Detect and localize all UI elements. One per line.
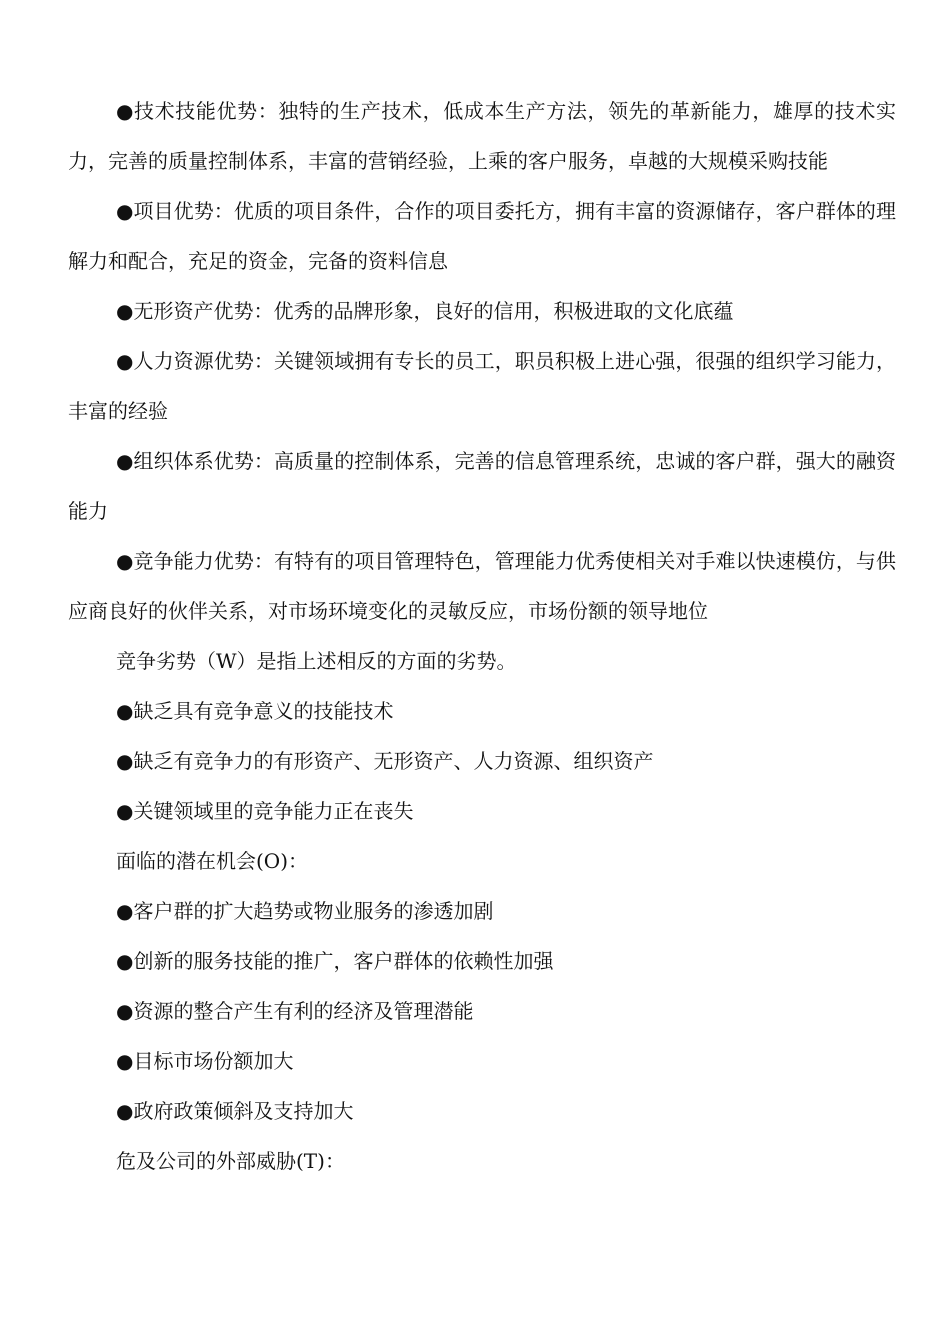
paragraph-human-resource-advantage: ●人力资源优势：关键领域拥有专长的员工，职员积极上进心强，很强的组织学习能力，丰富的经验 bbox=[68, 349, 896, 423]
paragraph-opportunity-policy: ●政府政策倾斜及支持加大 bbox=[116, 1099, 354, 1123]
paragraph-intangible-asset-advantage: ●无形资产优势：优秀的品牌形象，良好的信用，积极进取的文化底蕴 bbox=[116, 299, 734, 323]
paragraph-technical-skill-advantage: ●技术技能优势：独特的生产技术，低成本生产方法，领先的革新能力，雄厚的技术实力，完善的质量控制体系，丰富的营销经验，上乘的客户服务，卓越的大规模采购技能 bbox=[68, 99, 896, 173]
document-body bbox=[68, 86, 896, 1186]
paragraph-opportunity-customer-expansion: ●客户群的扩大趋势或物业服务的渗透加剧 bbox=[116, 899, 494, 923]
paragraph-opportunity-innovation: ●创新的服务技能的推广，客户群体的依赖性加强 bbox=[116, 949, 554, 973]
paragraph-competitiveness-advantage: ●竞争能力优势：有特有的项目管理特色，管理能力优秀使相关对手难以快速模仿，与供应商良好的伙伴关系，对市场环境变化的灵敏反应，市场份额的领导地位 bbox=[68, 549, 896, 623]
paragraph-weakness-skills: ●缺乏具有竞争意义的技能技术 bbox=[116, 699, 394, 723]
paragraph-threats-heading: 危及公司的外部威胁(T)： bbox=[116, 1149, 345, 1173]
paragraph-weakness-intro: 竞争劣势（W）是指上述相反的方面的劣势。 bbox=[116, 649, 517, 673]
paragraph-organization-system-advantage: ●组织体系优势：高质量的控制体系，完善的信息管理系统，忠诚的客户群，强大的融资能力 bbox=[68, 449, 896, 523]
paragraph-opportunity-market-share: ●目标市场份额加大 bbox=[116, 1049, 294, 1073]
paragraph-weakness-competitiveness: ●关键领域里的竞争能力正在丧失 bbox=[116, 799, 414, 823]
paragraph-opportunities-heading: 面临的潜在机会(O)： bbox=[116, 849, 309, 873]
paragraph-opportunity-resource-integration: ●资源的整合产生有利的经济及管理潜能 bbox=[116, 999, 474, 1023]
paragraph-weakness-assets: ●缺乏有竞争力的有形资产、无形资产、人力资源、组织资产 bbox=[116, 749, 654, 773]
paragraph-project-advantage: ●项目优势：优质的项目条件，合作的项目委托方，拥有丰富的资源储存，客户群体的理解力和配合，充足的资金，完备的资料信息 bbox=[68, 199, 896, 273]
